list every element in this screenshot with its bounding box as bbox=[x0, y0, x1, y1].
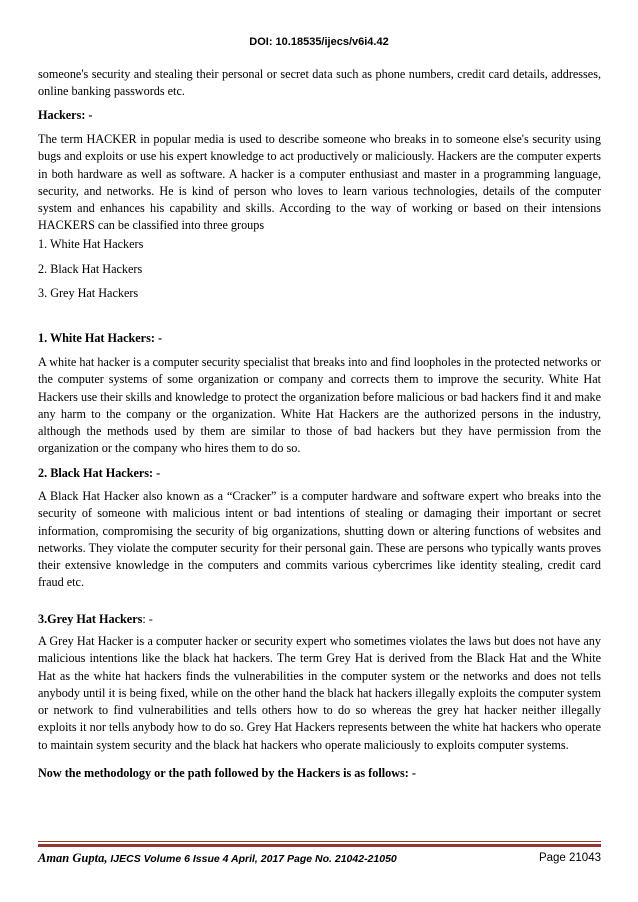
grey-hat-heading-suffix: : - bbox=[142, 612, 153, 626]
methodology-heading: Now the methodology or the path followed by the Hackers is as follows: - bbox=[38, 766, 416, 780]
hackers-paragraph: The term HACKER in popular media is used to describe someone who breaks in to someone else's security using bugs and exploits or use his expert knowledge to act productively or maliciously. Hackers are the computer experts in both hardware as well as software. A hacker is a computer enthusiast and master in a programming language, security, and networks. He is kind of person who loves to learn various technologies, details of the computer system and enhances his capability and skills. According to the way of working or based on their intensions HACKERS can be classified into three groups bbox=[38, 132, 601, 233]
grey-hat-heading-text: 3.Grey Hat Hackers bbox=[38, 612, 143, 626]
white-hat-paragraph: A white hat hacker is a computer security specialist that breaks into and find loopholes in the protected networks or the computer systems of some organization or company and corrects them to improve the security. White Hat Hackers use their skills and knowledge to protect the organization before malicious or bad hackers find it and make any harm to the company or the organization. White Hat Hackers are the authorized persons in the industry, although the methods used by them are similar to those of bad hackers but they have permission from the organization or the company who hires them to do so. bbox=[38, 355, 601, 456]
intro-continuation-paragraph: someone's security and stealing their personal or secret data such as phone numbers, credit card details, addresses, online banking passwords etc. bbox=[38, 67, 601, 99]
black-hat-paragraph: A Black Hat Hacker also known as a “Cracker” is a computer hardware and software expert who breaks into the security of someone with malicious intent or bad intentions of stealing or damaging their important or secret information, compromising the security of big organizations, shutting down or altering functions of websites and networks. They violate the computer security for their personal gain. These are persons who typically wants proves their extensive knowledge in the computers and commits various cybercrimes like identity stealing, credit card fraud etc. bbox=[38, 489, 601, 590]
footer-citation bbox=[38, 851, 397, 866]
group-item-white-hat: 1. White Hat Hackers bbox=[38, 237, 144, 251]
grey-hat-heading bbox=[38, 612, 153, 627]
hackers-heading: Hackers: - bbox=[38, 108, 93, 122]
grey-hat-paragraph: A Grey Hat Hacker is a computer hacker or security expert who sometimes violates the laws but does not have any malicious intentions like the black hat hackers. The term Grey Hat is derived from the Black Hat and the White Hat as the white hat hackers finds the vulnerabilities in the computer system or the networks and does not tells anybody until it is being fixed, while on the other hand the black hat hackers illegally exploits the computer system or network to find vulnerabilities and tells others how to do so whereas the grey hat hacker neither illegally exploits it nor tells anybody how to do so. Grey Hat Hackers represents between the white hat hackers who operate to maintain system security and the black hat hackers who operate maliciously to exploits computer systems. bbox=[38, 634, 601, 752]
footer-author: Aman Gupta, bbox=[38, 851, 108, 865]
group-item-black-hat: 2. Black Hat Hackers bbox=[38, 262, 143, 276]
footer-journal: IJECS Volume 6 Issue 4 April, 2017 Page No. 21042-21050 bbox=[107, 853, 397, 865]
footer-rule-thick bbox=[38, 844, 601, 847]
white-hat-heading: 1. White Hat Hackers: - bbox=[38, 331, 162, 345]
footer-page-number: Page 21043 bbox=[538, 852, 601, 864]
black-hat-heading: 2. Black Hat Hackers: - bbox=[38, 466, 161, 480]
footer-rule-thin bbox=[38, 841, 601, 842]
doi-header: DOI: 10.18535/ijecs/v6i4.42 bbox=[249, 36, 389, 48]
group-item-grey-hat: 3. Grey Hat Hackers bbox=[38, 286, 139, 300]
